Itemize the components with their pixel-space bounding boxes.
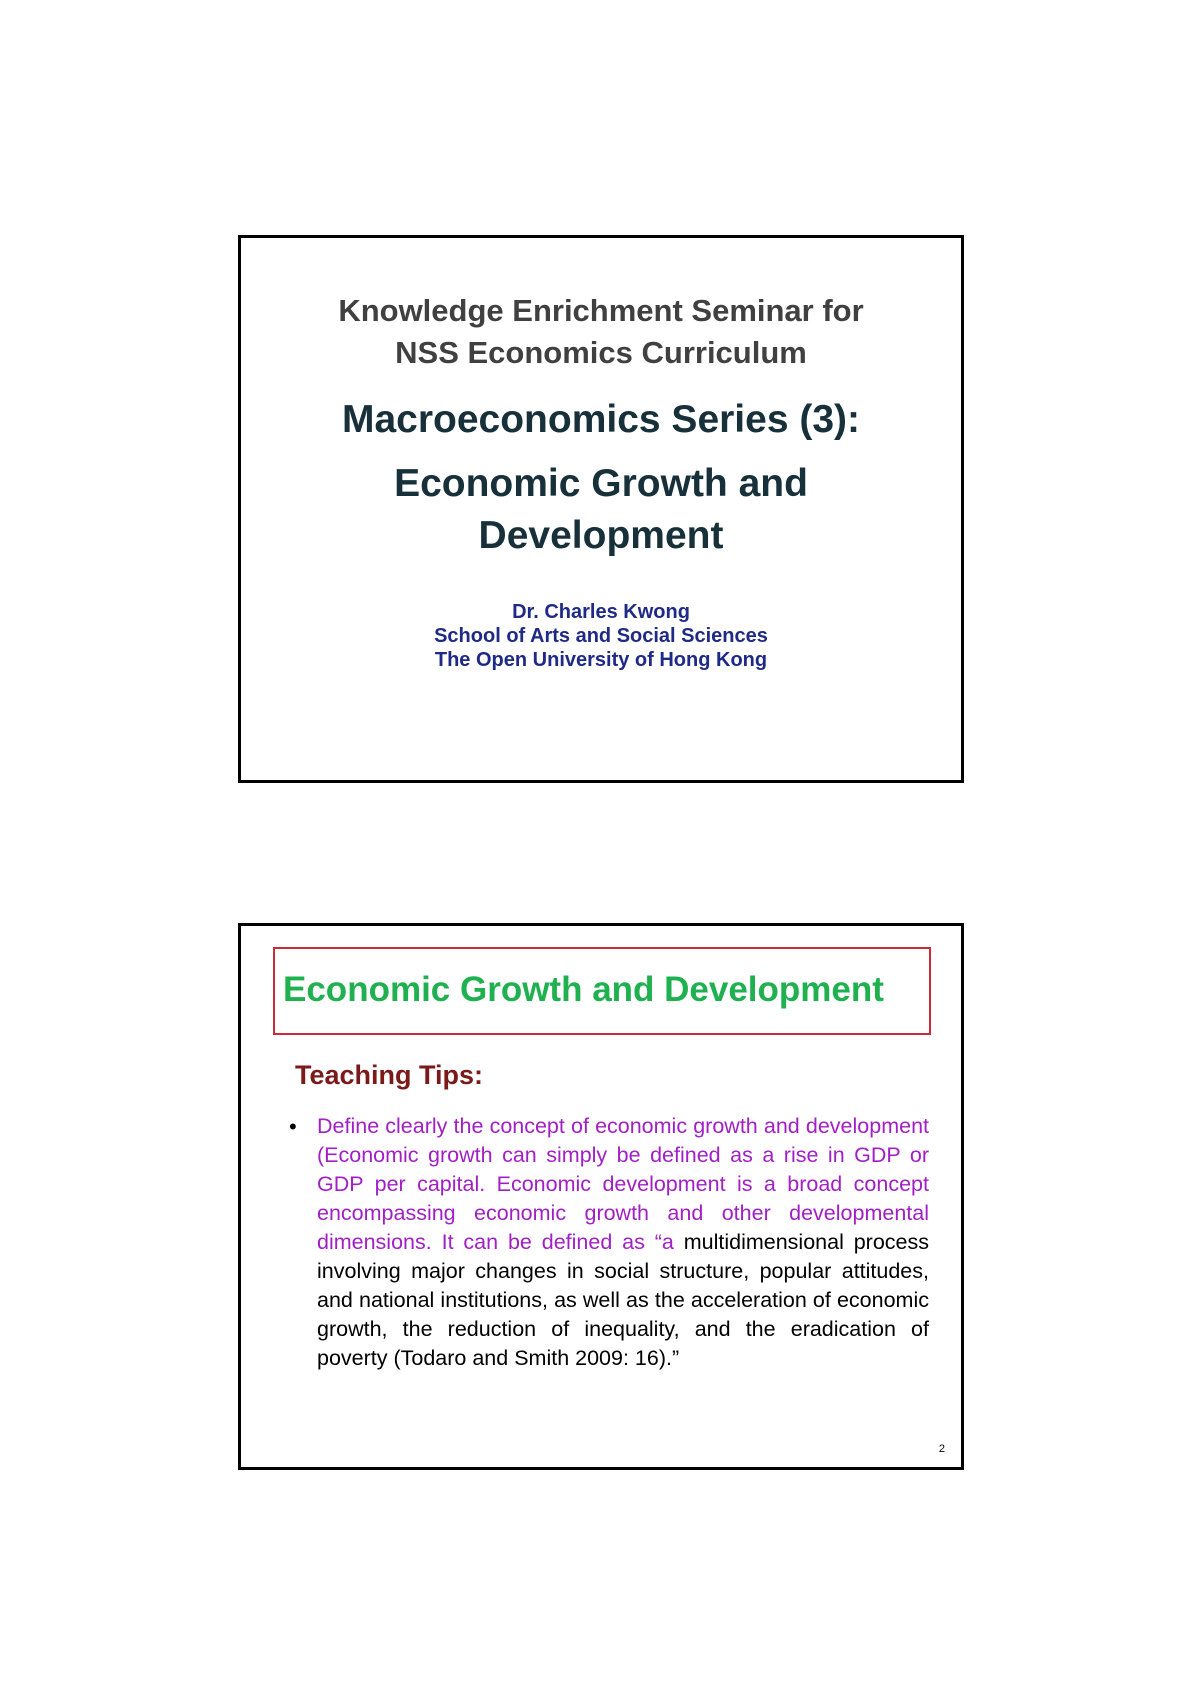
page-number: 2: [938, 1443, 945, 1455]
title-slide: [238, 235, 964, 783]
bullet-text-purple: Define clearly the concept of economic growth and development (Economic growth can simply be defined as a rise in GDP or GDP per capital. Economic development is a broad concept encompassing economic growth and other developmental dimensions. It can be defined as “a: [317, 1114, 929, 1254]
seminar-title-line1: Knowledge Enrichment Seminar for: [338, 293, 864, 328]
author-block: [241, 600, 961, 672]
bullet-text: [317, 1112, 929, 1373]
teaching-tips-heading: Teaching Tips:: [295, 1060, 484, 1090]
bullet-marker: •: [289, 1114, 297, 1139]
presentation-title-line3: Development: [478, 514, 724, 557]
slide-title-box: [273, 947, 931, 1035]
presentation-title-line2: Economic Growth and: [394, 462, 808, 505]
bullet-text-quote: multidimensional process involving major changes in social structure, popular attitudes, and national institutions, as well as the acceleration of economic growth, the reduction of inequality, and the eradication of poverty (Todaro and Smith 2009: 16).”: [317, 1230, 929, 1370]
bullet-item: [289, 1112, 929, 1373]
seminar-title: [241, 290, 961, 374]
author-school: School of Arts and Social Sciences: [434, 625, 768, 647]
content-slide: [238, 923, 964, 1470]
seminar-title-line2: NSS Economics Curriculum: [395, 335, 807, 370]
author-university: The Open University of Hong Kong: [434, 649, 768, 671]
presentation-title: [241, 396, 961, 562]
slide-title: Economic Growth and Development: [283, 970, 884, 1009]
presentation-title-line1: Macroeconomics Series (3):: [341, 398, 861, 441]
author-name: Dr. Charles Kwong: [512, 601, 690, 623]
